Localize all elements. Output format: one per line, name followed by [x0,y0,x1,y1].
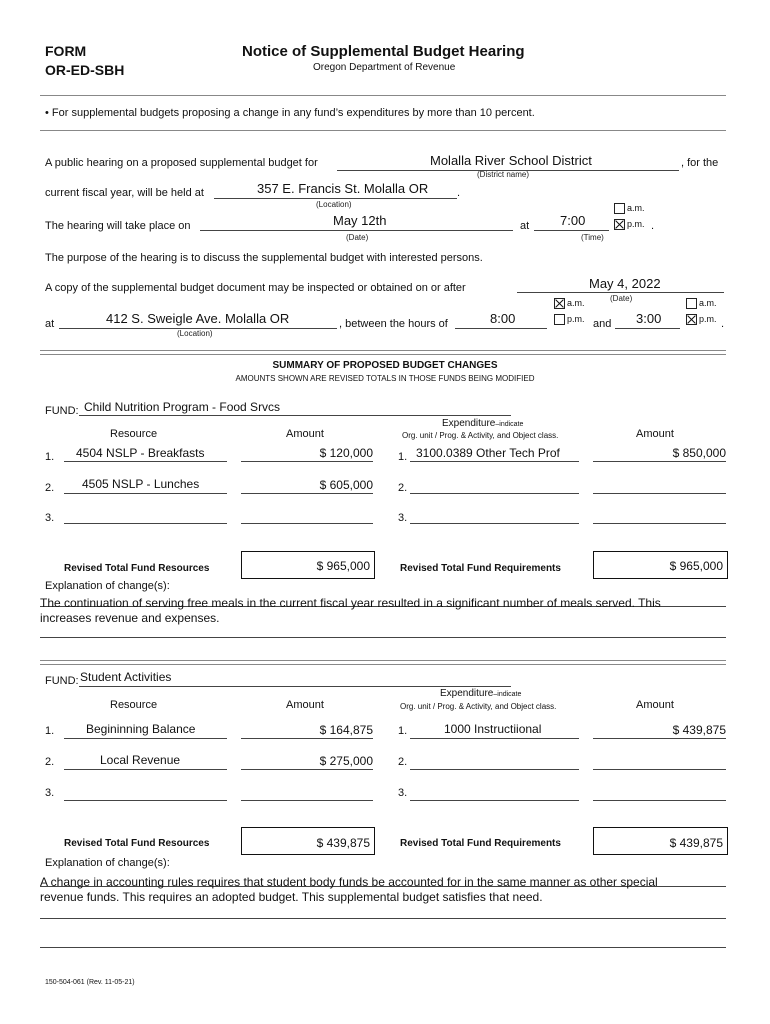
total-resources-label: Revised Total Fund Resources [64,563,210,574]
date-caption: (Date) [346,233,369,242]
copy-date-caption: (Date) [610,294,633,303]
row-number: 1. [398,451,408,463]
expenditure-header: Expenditure–indicate [442,418,524,429]
explanation-text-2[interactable]: revenue funds. This requires an adopted budget. This supplemental budget satisfies that need. [40,890,543,904]
form-label: FORM [45,43,87,59]
end-am-label: a.m. [699,298,717,308]
expenditure-subheader: Org. unit / Prog. & Activity, and Object class. [402,431,559,440]
row-number: 2. [398,482,408,494]
fund-name-field[interactable]: Student Activities [80,670,172,684]
row-number: 1. [45,725,55,737]
expenditure-field[interactable]: 1000 Instructiional [444,722,542,736]
amount-header: Amount [286,699,324,711]
explanation-label: Explanation of change(s): [45,857,170,869]
hearing-line1-prefix: A public hearing on a proposed supplemental budget for [45,157,318,169]
explanation-line[interactable] [40,947,726,948]
explanation-line[interactable] [40,918,726,919]
exp-amount-line[interactable] [593,800,726,801]
fund-name-line[interactable] [79,686,511,687]
am-label: a.m. [627,203,645,213]
expenditure-line[interactable] [410,738,579,739]
and-label: and [593,318,612,330]
resource-line[interactable] [64,461,227,462]
resource-line[interactable] [64,523,227,524]
resource-field[interactable]: Begininning Balance [86,722,196,736]
am-checkbox[interactable] [614,203,625,214]
resource-field[interactable]: Local Revenue [100,753,181,767]
fund-label: FUND: [45,675,79,687]
total-requirements-value[interactable]: $ 439,875 [669,836,723,850]
fund-label: FUND: [45,405,79,417]
hearing-time-field[interactable]: 7:00 [560,213,586,228]
row-number: 3. [45,512,55,524]
resource-line[interactable] [64,800,227,801]
end-am-checkbox[interactable] [686,298,697,309]
exp-amount-field[interactable]: $ 850,000 [672,446,726,460]
row-number: 3. [398,512,408,524]
summary-title: SUMMARY OF PROPOSED BUDGET CHANGES [272,360,498,371]
start-pm-label: p.m. [567,314,585,324]
amount-line[interactable] [241,493,373,494]
period: . [721,318,725,330]
row-number: 2. [398,756,408,768]
total-requirements-label: Revised Total Fund Requirements [400,563,561,574]
hearing-date-field[interactable]: May 12th [333,213,387,228]
expenditure-line[interactable] [410,461,579,462]
resource-header: Resource [110,699,158,711]
purpose-text: The purpose of the hearing is to discuss the supplemental budget with interested persons. [45,252,483,264]
expenditure-subheader: Org. unit / Prog. & Activity, and Object class. [400,702,557,711]
time-line[interactable] [534,230,609,231]
start-pm-checkbox[interactable] [554,314,565,325]
copy-text: A copy of the supplemental budget document may be inspected or obtained on or after [45,282,466,294]
amount-line[interactable] [241,461,373,462]
total-requirements-value[interactable]: $ 965,000 [669,559,723,573]
district-name-field[interactable]: Molalla River School District [430,153,592,168]
fund-name-field[interactable]: Child Nutrition Program - Food Srvcs [84,400,281,414]
total-requirements-label: Revised Total Fund Requirements [400,838,561,849]
resource-line[interactable] [64,769,227,770]
exp-amount-line[interactable] [593,493,726,494]
date-line[interactable] [200,230,513,231]
resource-header: Resource [110,428,158,440]
time-caption: (Time) [581,233,604,242]
amount-field[interactable]: $ 120,000 [319,446,373,460]
exp-amount-line[interactable] [593,461,726,462]
copy-location-field[interactable]: 412 S. Sweigle Ave. Molalla OR [106,311,290,326]
fund-name-line[interactable] [79,415,511,416]
divider [40,350,726,351]
resource-line[interactable] [64,738,227,739]
row-number: 2. [45,756,55,768]
amount-header-2: Amount [636,428,674,440]
start-time-line[interactable] [455,328,547,329]
amount-line[interactable] [241,523,373,524]
pm-label: p.m. [627,219,645,229]
agency-name: Oregon Department of Revenue [313,62,456,73]
summary-subtitle: AMOUNTS SHOWN ARE REVISED TOTALS IN THOSE FUNDS BEING MODIFIED [235,374,535,383]
amount-line[interactable] [241,738,373,739]
expenditure-line[interactable] [410,800,579,801]
explanation-line[interactable] [40,637,726,638]
resource-field[interactable]: 4505 NSLP - Lunches [82,477,200,491]
exp-amount-line[interactable] [593,769,726,770]
explanation-text-1[interactable]: A change in accounting rules requires that student body funds be accounted for in the same manner as other special [40,875,658,889]
amount-header-2: Amount [636,699,674,711]
total-resources-label: Revised Total Fund Resources [64,838,210,849]
location-caption: (Location) [316,200,352,209]
expenditure-line[interactable] [410,523,579,524]
start-am-checkbox[interactable] [554,298,565,309]
form-code: OR-ED-SBH [45,62,125,78]
divider [40,354,726,355]
row-number: 3. [45,787,55,799]
divider [40,664,726,665]
hearing-line3-prefix: The hearing will take place on [45,220,191,232]
at-label: at [520,220,530,232]
location-line[interactable] [214,198,457,199]
between-label: , between the hours of [339,318,448,330]
explanation-text-1[interactable]: The continuation of serving free meals in the current fiscal year resulted in a significant number of meals served. This [40,596,661,610]
copy-location-caption: (Location) [177,329,213,338]
total-resources-value[interactable]: $ 965,000 [316,559,370,573]
divider [40,95,726,96]
expenditure-field[interactable]: 3100.0389 Other Tech Prof [416,446,560,460]
explanation-label: Explanation of change(s): [45,580,170,592]
period: . [651,220,655,232]
pm-checkbox[interactable] [614,219,625,230]
district-caption: (District name) [477,170,530,179]
amount-field[interactable]: $ 275,000 [319,754,373,768]
location-field[interactable]: 357 E. Francis St. Molalla OR [257,181,429,196]
total-resources-value[interactable]: $ 439,875 [316,836,370,850]
exp-amount-field[interactable]: $ 439,875 [672,723,726,737]
copy-date-line[interactable] [517,292,724,293]
resource-line[interactable] [64,493,227,494]
expenditure-header: Expenditure–indicate [440,688,522,699]
divider [40,660,726,661]
exp-amount-line[interactable] [593,738,726,739]
explanation-text-2[interactable]: increases revenue and expenses. [40,611,220,625]
amount-line[interactable] [241,800,373,801]
divider [40,130,726,131]
intro-bullet: • For supplemental budgets proposing a change in any fund’s expenditures by more than 10 percent. [45,107,535,119]
hearing-line1-suffix: , for the [681,157,719,169]
copy-at-label: at [45,318,55,330]
resource-field[interactable]: 4504 NSLP - Breakfasts [76,446,205,460]
row-number: 3. [398,787,408,799]
expenditure-line[interactable] [410,493,579,494]
end-pm-label: p.m. [699,314,717,324]
row-number: 1. [45,451,55,463]
amount-line[interactable] [241,769,373,770]
page-title: Notice of Supplemental Budget Hearing [242,43,525,60]
hearing-line2-prefix: current fiscal year, will be held at [45,187,204,199]
form-footer: 150-504-061 (Rev. 11-05-21) [45,979,135,986]
amount-field[interactable]: $ 605,000 [319,478,373,492]
row-number: 1. [398,725,408,737]
expenditure-line[interactable] [410,769,579,770]
copy-date-field[interactable]: May 4, 2022 [589,276,661,291]
end-pm-checkbox[interactable] [686,314,697,325]
row-number: 2. [45,482,55,494]
period: . [457,187,461,199]
end-time-field[interactable]: 3:00 [636,311,662,326]
end-time-line[interactable] [615,328,680,329]
amount-field[interactable]: $ 164,875 [319,723,373,737]
amount-header: Amount [286,428,324,440]
start-time-field[interactable]: 8:00 [490,311,516,326]
exp-amount-line[interactable] [593,523,726,524]
start-am-label: a.m. [567,298,585,308]
